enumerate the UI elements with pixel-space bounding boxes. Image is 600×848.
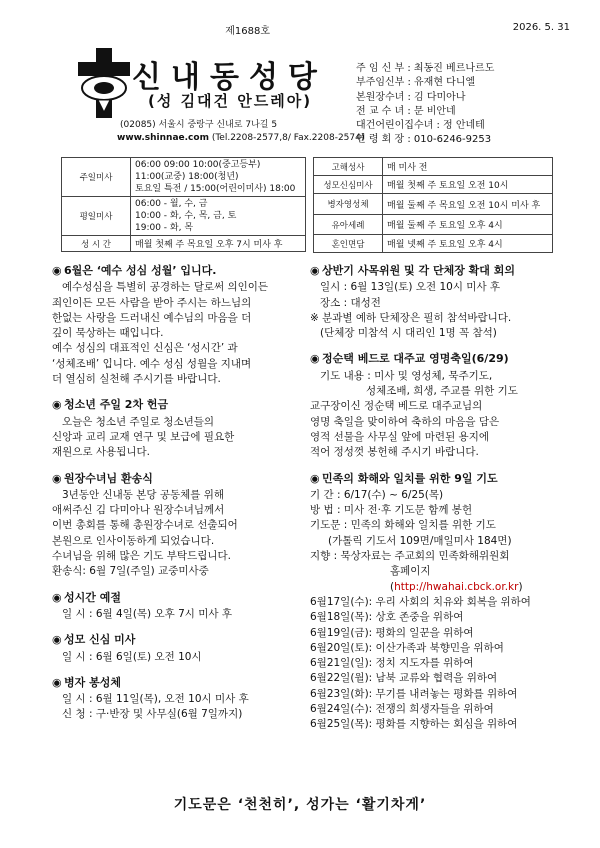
issue-number: 제1688호 xyxy=(225,26,270,37)
prayer-day: 6월24일(수): 전쟁의 희생자들을 위하여 xyxy=(310,703,494,716)
prayer-day: 6월18일(목): 상호 존중을 위하여 xyxy=(310,611,464,624)
text-line: 일 시 : 6월 11일(목), 오전 10시 미사 후 xyxy=(62,693,249,706)
sacrament-time: 매월 둘째 주 토요일 오후 4시 xyxy=(383,215,553,235)
website-link[interactable]: www.shinnae.com xyxy=(117,133,209,143)
section-title: 청소년 주일 2차 헌금 xyxy=(64,398,169,412)
holy-hour-label: 성 시 간 xyxy=(62,236,131,252)
prayer-day: 6월23일(화): 무기를 내려놓는 평화를 위하여 xyxy=(310,687,518,700)
prayer-day: 6월19일(금): 평화의 일꾼을 위하여 xyxy=(310,626,474,639)
mass-schedule-table xyxy=(61,157,306,252)
contact-line xyxy=(117,133,364,143)
text-line: 교구장이신 정순택 베드로 대주교님의 xyxy=(310,400,483,413)
text-line: ) xyxy=(518,580,523,593)
notice-section xyxy=(52,675,307,723)
text-line: 본원으로 인사이동하게 되었습니다. xyxy=(52,534,215,547)
schedule-line: 10:00 - 화, 수, 목, 금, 토 xyxy=(135,211,237,221)
text-line: (가톨릭 기도서 109면/매일미사 184면) xyxy=(328,534,512,547)
text-line: ‘성체조배’ 입니다. 예수 성심 성월을 지내며 xyxy=(52,357,252,370)
notice-section xyxy=(52,397,307,460)
sacrament-label: 고해성사 xyxy=(314,158,383,176)
notice-section xyxy=(310,351,560,460)
sacrament-label: 성모신심미사 xyxy=(314,176,383,194)
text-line: (단체장 미참석 시 대리인 1명 꼭 참석) xyxy=(320,327,497,340)
text-line: 재원으로 사용됩니다. xyxy=(52,446,150,459)
section-title: 병자 봉성체 xyxy=(64,675,121,689)
text-line: ※ 분과별 예하 단체장은 필히 참석바랍니다. xyxy=(310,311,512,324)
weekday-mass-times xyxy=(131,197,306,236)
text-line: 예수 성심의 대표적인 신심은 ‘성시간’ 과 xyxy=(52,342,238,355)
parish-name: 신내동성당 xyxy=(132,60,327,95)
text-line: 일 시 : 6월 6일(토) 오전 10시 xyxy=(62,650,202,663)
text-line: 오늘은 청소년 주일로 청소년들의 xyxy=(62,415,215,428)
sacrament-time: 매월 첫째 주 토요일 오전 10시 xyxy=(383,176,553,194)
sacrament-label: 유아세례 xyxy=(314,215,383,235)
text-line: 영적 선물을 사무실 앞에 마련된 용지에 xyxy=(310,430,489,443)
sunday-mass-label: 주일미사 xyxy=(62,158,131,197)
text-line: 일 시 : 6월 4일(목) 오후 7시 미사 후 xyxy=(62,607,233,620)
parish-subtitle: (성 김대건 안드레아) xyxy=(148,92,313,110)
bullet-icon: ◉ xyxy=(310,352,320,366)
phone-numbers: (Tel.2208-2577,8/ Fax.2208-2574) xyxy=(211,133,365,143)
text-line: 한없는 사랑을 드러내신 예수님의 마음을 더 xyxy=(52,311,252,324)
section-title: 6월은 ‘예수 성심 성월’ 입니다. xyxy=(64,264,217,277)
staff-line: 대건어린이집수녀 : 정 안네테 xyxy=(356,120,485,132)
staff-line: 부주임신부 : 유재현 다니엘 xyxy=(356,77,476,89)
notice-section xyxy=(52,471,307,580)
text-line: 지향 : 묵상자료는 주교회의 민족화해위원회 xyxy=(310,550,510,563)
issue-date: 2026. 5. 31 xyxy=(512,22,570,33)
section-title: 원장수녀님 환송식 xyxy=(64,471,153,485)
bullet-icon: ◉ xyxy=(52,264,62,277)
staff-line: 전 교 수 녀 : 문 비안네 xyxy=(356,105,456,117)
text-line: 환송식: 6월 7일(주일) 교중미사중 xyxy=(52,565,209,578)
notice-section xyxy=(52,263,307,387)
sacrament-label: 혼인면담 xyxy=(314,235,383,253)
sacrament-time: 매월 둘째 주 목요일 오전 10시 미사 후 xyxy=(383,194,553,215)
section-title: 정순택 베드로 대주교 영명축일(6/29) xyxy=(322,352,509,366)
left-column xyxy=(52,263,307,723)
right-column xyxy=(310,263,560,733)
schedule-line: 06:00 09:00 10:00(중고등부) xyxy=(135,160,261,170)
sacrament-schedule-table xyxy=(313,157,553,253)
homepage-link[interactable]: http://hwahai.cbck.or.kr xyxy=(394,580,519,593)
text-line: 장소 : 대성전 xyxy=(320,296,381,309)
text-line: 성체조배, 희생, 주교를 위한 기도 xyxy=(366,385,518,398)
staff-line: 주 임 신 부 : 최동진 베르나르도 xyxy=(356,63,495,74)
text-line: 3년동안 신내동 본당 공동체를 위해 xyxy=(62,488,225,501)
homepage-line xyxy=(310,564,560,595)
notice-section xyxy=(310,471,560,733)
text-line: 더 열심히 실천해 주시기를 바랍니다. xyxy=(52,373,221,386)
prayer-day: 6월25일(목): 평화를 지향하는 회심을 위하여 xyxy=(310,718,518,731)
text-line: 깊이 묵상하는 때입니다. xyxy=(52,327,164,340)
section-title: 성모 신심 미사 xyxy=(64,633,136,647)
section-title: 민족의 화해와 일치를 위한 9일 기도 xyxy=(322,471,498,485)
schedule-line: 19:00 - 화, 목 xyxy=(135,223,194,233)
bullet-icon: ◉ xyxy=(52,633,62,647)
bullet-icon: ◉ xyxy=(52,398,62,412)
text-line: 기도문 : 민족의 화해와 일치를 위한 기도 xyxy=(310,519,496,532)
bullet-icon: ◉ xyxy=(310,264,320,277)
text-line: 기 간 : 6/17(수) ~ 6/25(목) xyxy=(310,488,444,501)
notice-section xyxy=(310,263,560,341)
section-title: 상반기 사목위원 및 각 단체장 확대 회의 xyxy=(322,264,515,277)
prayer-day: 6월21일(일): 정치 지도자를 위하여 xyxy=(310,657,474,670)
bullet-icon: ◉ xyxy=(52,675,62,689)
text-line: 이번 총회를 통해 총원장수녀로 선출되어 xyxy=(52,519,238,532)
staff-line: 연 령 회 장 : 010-6246-9253 xyxy=(356,134,492,146)
parish-address: (02085) 서울시 중랑구 신내로 7나길 5 xyxy=(120,120,278,130)
weekday-mass-label: 평일미사 xyxy=(62,197,131,236)
staff-list xyxy=(356,62,494,148)
prayer-day: 6월22일(월): 남북 교류와 협력을 위하여 xyxy=(310,672,498,685)
prayer-day: 6월20일(토): 이산가족과 북향민을 위하여 xyxy=(310,641,504,654)
text-line: 일시 : 6월 13일(토) 오전 10시 미사 후 xyxy=(320,281,501,294)
notice-section xyxy=(52,590,307,623)
sacrament-time: 매 미사 전 xyxy=(383,158,553,176)
text-line: 수녀님을 위해 많은 기도 부탁드립니다. xyxy=(52,550,231,563)
bullet-icon: ◉ xyxy=(310,471,320,485)
text-line: 홈페이지( xyxy=(390,565,431,593)
schedule-line: 06:00 - 월, 수, 금 xyxy=(135,199,208,209)
staff-line: 본원장수녀 : 김 다미아나 xyxy=(356,91,466,103)
text-line: 방 법 : 미사 전·후 기도문 함께 봉헌 xyxy=(310,504,473,517)
text-line: 영명 축일을 맞이하여 축하의 마음을 담은 xyxy=(310,415,500,428)
schedule-line: 11:00(교중) 18:00(청년) xyxy=(135,172,239,182)
footer-motto: 기도문은 ‘천천히’, 성가는 ‘활기차게’ xyxy=(173,797,427,813)
text-line: 예수성심을 특별히 공경하는 달로써 의인이든 xyxy=(62,281,269,294)
text-line: 죄인이든 모든 사람을 받아 주시는 하느님의 xyxy=(52,296,252,309)
sacrament-time: 매월 넷째 주 토요일 오후 4시 xyxy=(383,235,553,253)
section-title: 성시간 예절 xyxy=(64,590,121,604)
sacrament-label: 병자영성체 xyxy=(314,194,383,215)
bullet-icon: ◉ xyxy=(52,471,62,485)
text-line: 애써주신 김 다미아나 원장수녀님께서 xyxy=(52,504,225,517)
schedule-line: 토요일 특전 / 15:00(어린이미사) 18:00 xyxy=(135,184,296,194)
text-line: 적어 정성껏 봉헌해 주시기 바랍니다. xyxy=(310,446,479,459)
text-line: 신앙과 교리 교재 연구 및 보급에 필요한 xyxy=(52,430,235,443)
notice-section xyxy=(52,632,307,665)
prayer-day: 6월17일(수): 우리 사회의 치유와 회복을 위하여 xyxy=(310,595,531,608)
parish-logo xyxy=(78,48,138,118)
holy-hour-time: 매월 첫째 주 목요일 오후 7시 미사 후 xyxy=(131,236,306,252)
sunday-mass-times xyxy=(131,158,306,197)
text-line: 기도 내용 : 미사 및 영성체, 묵주기도, xyxy=(320,369,493,382)
bullet-icon: ◉ xyxy=(52,590,62,604)
text-line: 신 청 : 구·반장 및 사무실(6월 7일까지) xyxy=(62,708,243,721)
